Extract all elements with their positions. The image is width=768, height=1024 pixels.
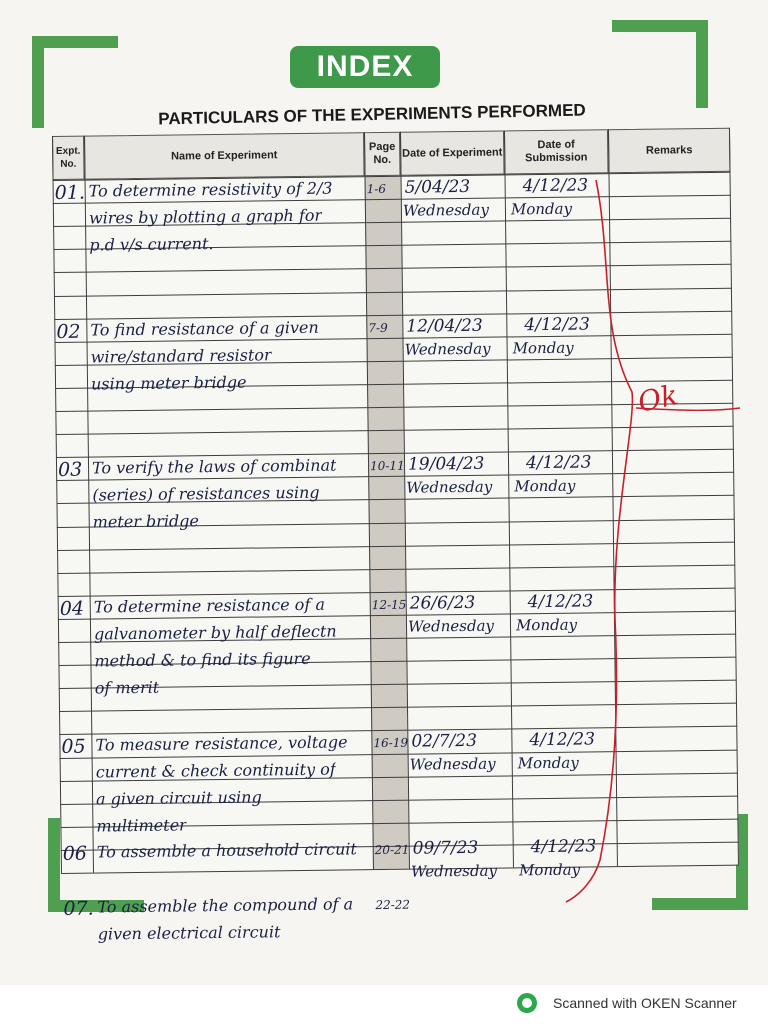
scanner-watermark-text: Scanned with OKEN Scanner bbox=[553, 995, 737, 1011]
entry-date-experiment: 09/7/23 bbox=[412, 837, 479, 859]
entry-name-line: galvanometer by half deflectn bbox=[93, 621, 337, 644]
oken-scanner-logo-icon bbox=[517, 993, 537, 1013]
entry-day-experiment: Wednesday bbox=[402, 200, 489, 220]
corner-bracket-top-left bbox=[32, 36, 118, 48]
entry-name-line: To assemble a household circuit bbox=[96, 838, 357, 862]
column-divider bbox=[52, 136, 62, 873]
index-title: INDEX bbox=[290, 46, 440, 88]
entry-day-submission: Monday bbox=[515, 615, 578, 635]
page-subtitle: PARTICULARS OF THE EXPERIMENTS PERFORMED bbox=[158, 100, 586, 129]
entry-page-range: 10-11 bbox=[369, 458, 405, 474]
entry-name-line: To determine resistance of a bbox=[93, 594, 326, 617]
entry-date-experiment: 5/04/23 bbox=[404, 176, 471, 198]
header-expt-no: Expt. No. bbox=[52, 136, 85, 180]
entry-name-line: method & to find its figure bbox=[94, 648, 311, 671]
entry-day-experiment: Wednesday bbox=[406, 477, 493, 497]
entry-name-line: a given circuit using bbox=[95, 787, 262, 809]
entry-date-submission: 4/12/23 bbox=[524, 314, 591, 335]
column-divider bbox=[608, 129, 618, 866]
experiments-table bbox=[52, 128, 739, 944]
entry-number: 04 bbox=[59, 597, 85, 620]
entry-name-line: current & check continuity of bbox=[95, 759, 336, 782]
corner-bracket-top-right bbox=[696, 20, 708, 108]
entry-day-experiment: Wednesday bbox=[407, 616, 495, 636]
entry-date-submission: 4/12/23 bbox=[527, 591, 594, 613]
entry-name-line: of merit bbox=[94, 677, 160, 698]
entry-number: 07. bbox=[63, 897, 94, 921]
header-name: Name of Experiment bbox=[84, 132, 365, 179]
entry-day-submission: Monday bbox=[517, 754, 579, 773]
entry-date-experiment: 26/6/23 bbox=[409, 592, 476, 614]
entry-page-range: 12-15 bbox=[371, 597, 407, 612]
corner-bracket-bottom-right bbox=[652, 898, 748, 910]
entry-day-submission: Monday bbox=[512, 338, 574, 357]
entry-name-line: To assemble the compound of a bbox=[97, 894, 354, 917]
entry-date-submission: 4/12/23 bbox=[529, 729, 596, 751]
entry-name-line: meter bridge bbox=[92, 511, 200, 532]
corner-bracket-bottom-left bbox=[48, 818, 60, 912]
remarks-ok-mark: Ok bbox=[635, 378, 681, 419]
entry-date-submission: 4/12/23 bbox=[530, 836, 597, 857]
entry-name-line: given electrical circuit bbox=[97, 922, 281, 944]
column-divider bbox=[504, 130, 514, 867]
entry-number: 03 bbox=[57, 458, 83, 482]
entry-date-submission: 4/12/23 bbox=[525, 452, 592, 474]
entry-name-line: To find resistance of a given bbox=[90, 317, 319, 340]
column-divider bbox=[729, 128, 739, 865]
header-date-experiment: Date of Experiment bbox=[400, 130, 505, 175]
entry-name-line: To determine resistivity of 2/3 bbox=[88, 178, 333, 201]
entry-day-submission: Monday bbox=[518, 860, 581, 880]
entry-name-line: To verify the laws of combinat bbox=[91, 455, 337, 478]
corner-bracket-top-left bbox=[32, 36, 44, 128]
entry-name-line: (series) of resistances using bbox=[92, 482, 320, 505]
entry-day-experiment: Wednesday bbox=[404, 339, 491, 359]
entry-number: 06 bbox=[62, 842, 88, 865]
entry-page-range: 7-9 bbox=[368, 320, 388, 335]
entry-number: 01. bbox=[54, 181, 86, 204]
entry-name-line: multimeter bbox=[96, 815, 187, 836]
entry-date-experiment: 02/7/23 bbox=[411, 731, 478, 753]
entry-date-experiment: 19/04/23 bbox=[407, 453, 485, 475]
header-date-submission: Date of Submission bbox=[504, 129, 609, 174]
entry-date-submission: 4/12/23 bbox=[522, 175, 589, 197]
entry-page-range: 1-6 bbox=[366, 181, 387, 197]
entry-name-line: wire/standard resistor bbox=[90, 344, 272, 367]
entry-day-submission: Monday bbox=[514, 476, 576, 496]
entry-name-line: To measure resistance, voltage bbox=[95, 732, 348, 755]
entry-day-experiment: Wednesday bbox=[409, 755, 496, 775]
entry-name-line: wires by plotting a graph for bbox=[88, 205, 323, 228]
entry-page-range: 20-21 bbox=[374, 842, 410, 857]
entry-number: 05 bbox=[61, 736, 86, 759]
corner-bracket-top-right bbox=[612, 20, 708, 32]
entry-day-submission: Monday bbox=[510, 199, 573, 219]
entry-name-line: using meter bridge bbox=[90, 372, 247, 394]
entry-number: 02 bbox=[56, 320, 81, 343]
entry-page-range: 16-19 bbox=[373, 736, 409, 751]
header-remarks: Remarks bbox=[608, 128, 731, 173]
entry-name-line: p.d v/s current. bbox=[89, 234, 214, 255]
entry-date-experiment: 12/04/23 bbox=[406, 315, 483, 337]
header-page-no: Page No. bbox=[364, 132, 401, 176]
entry-page-range: 22-22 bbox=[375, 897, 411, 913]
entry-day-experiment: Wednesday bbox=[410, 861, 498, 881]
